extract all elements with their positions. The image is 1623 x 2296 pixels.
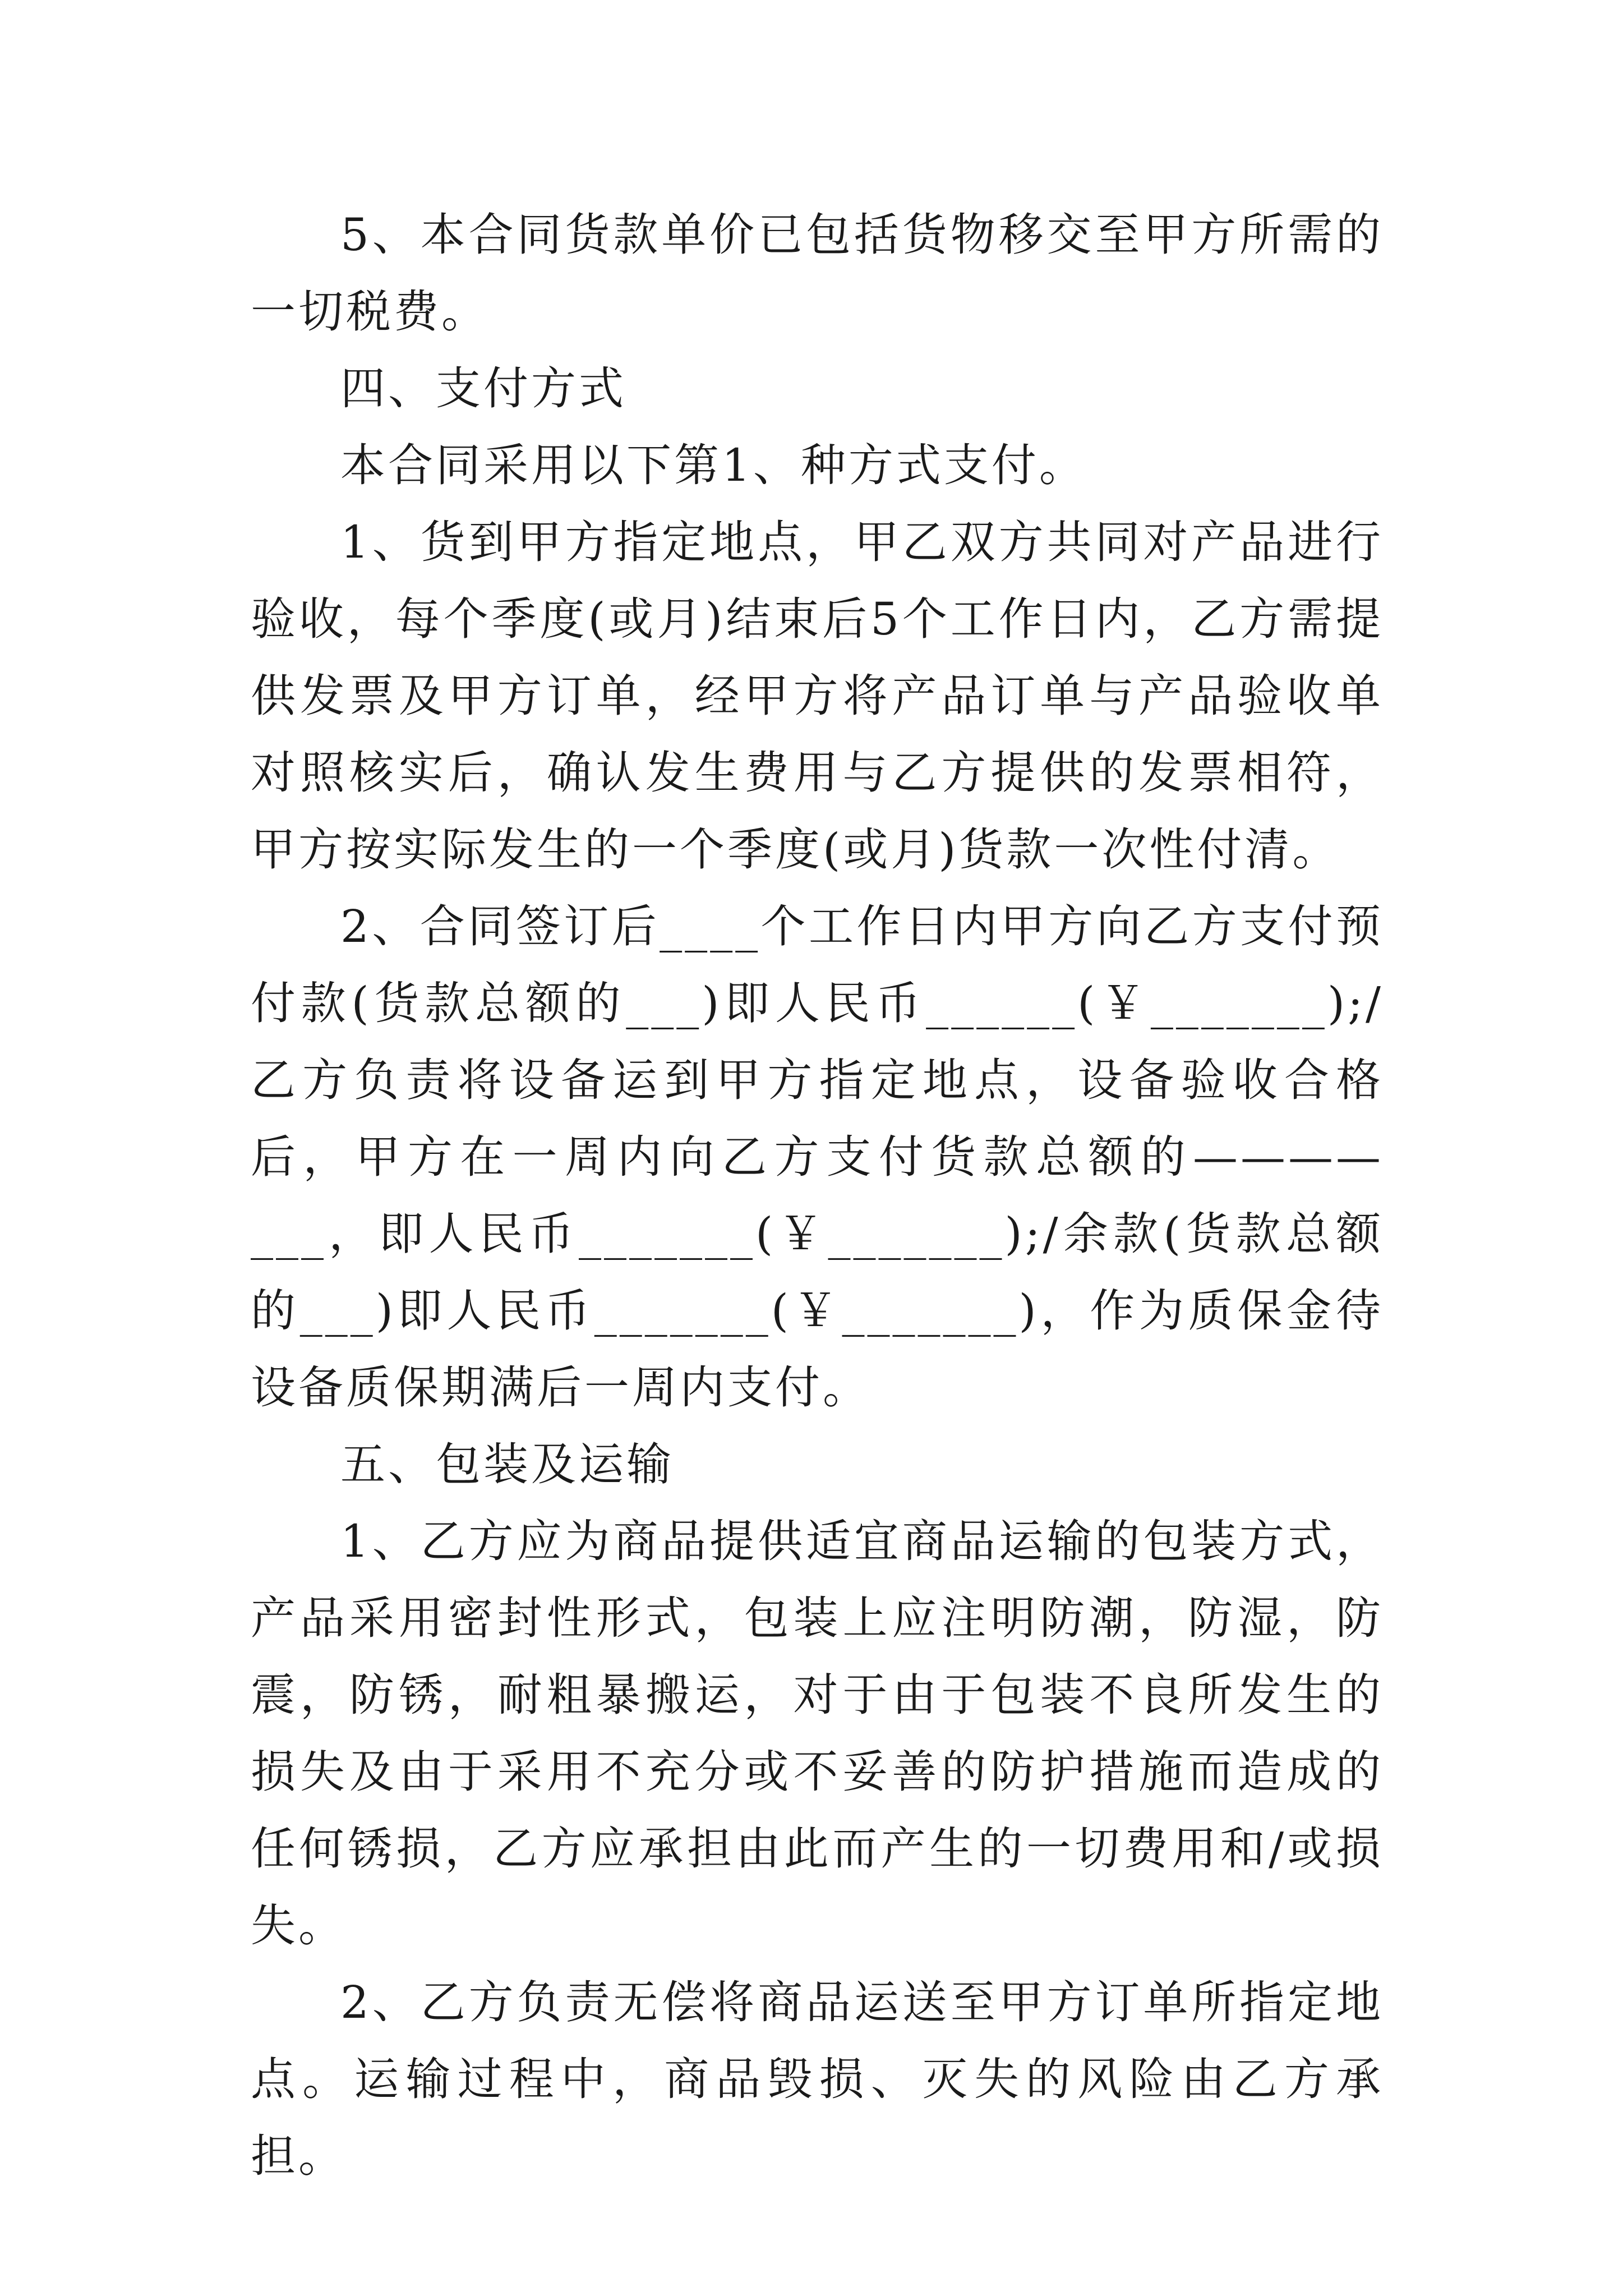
- document-body: [251, 196, 1384, 2194]
- section-heading: 四、支付方式: [340, 362, 626, 415]
- clause-paragraph: 1、货到甲方指定地点，甲乙双方共同对产品进行验收，每个季度(或月)结束后5个工作日内，乙方需提供发票及甲方订单，经甲方将产品订单与产品验收单对照核实后，确认发生费用与乙方提供的发票相符，甲方按实际发生的一个季度(或月)货款一次性付清。: [251, 516, 1384, 876]
- clause-paragraph: 5、本合同货款单价已包括货物移交至甲方所需的一切税费。: [251, 209, 1384, 338]
- clause-paragraph: 1、乙方应为商品提供适宜商品运输的包装方式，产品采用密封性形式，包装上应注明防潮，防湿，防震，防锈，耐粗暴搬运，对于由于包装不良所发生的损失及由于采用不充分或不妥善的防护措施而造成的任何锈损，乙方应承担由此而产生的一切费用和/或损失。: [251, 1515, 1384, 1952]
- clause-paragraph: 本合同采用以下第1、种方式支付。: [340, 439, 1087, 491]
- clause-paragraph: 2、乙方负责无偿将商品运送至甲方订单所指定地点。运输过程中，商品毁损、灭失的风险由乙方承担。: [251, 1976, 1384, 2182]
- clause-paragraph: 2、合同签订后____个工作日内甲方向乙方支付预付款(货款总额的___)即人民币______(￥_______);/乙方负责将设备运到甲方指定地点，设备验收合格后，甲方在一周内向乙方支付货款总额的————___，即人民币_______(￥_______);/余款(货款总额的___)即人民币_______(￥_______)，作为质保金待设备质保期满后一周内支付。: [251, 900, 1384, 1414]
- section-heading: 五、包装及运输: [340, 1438, 674, 1490]
